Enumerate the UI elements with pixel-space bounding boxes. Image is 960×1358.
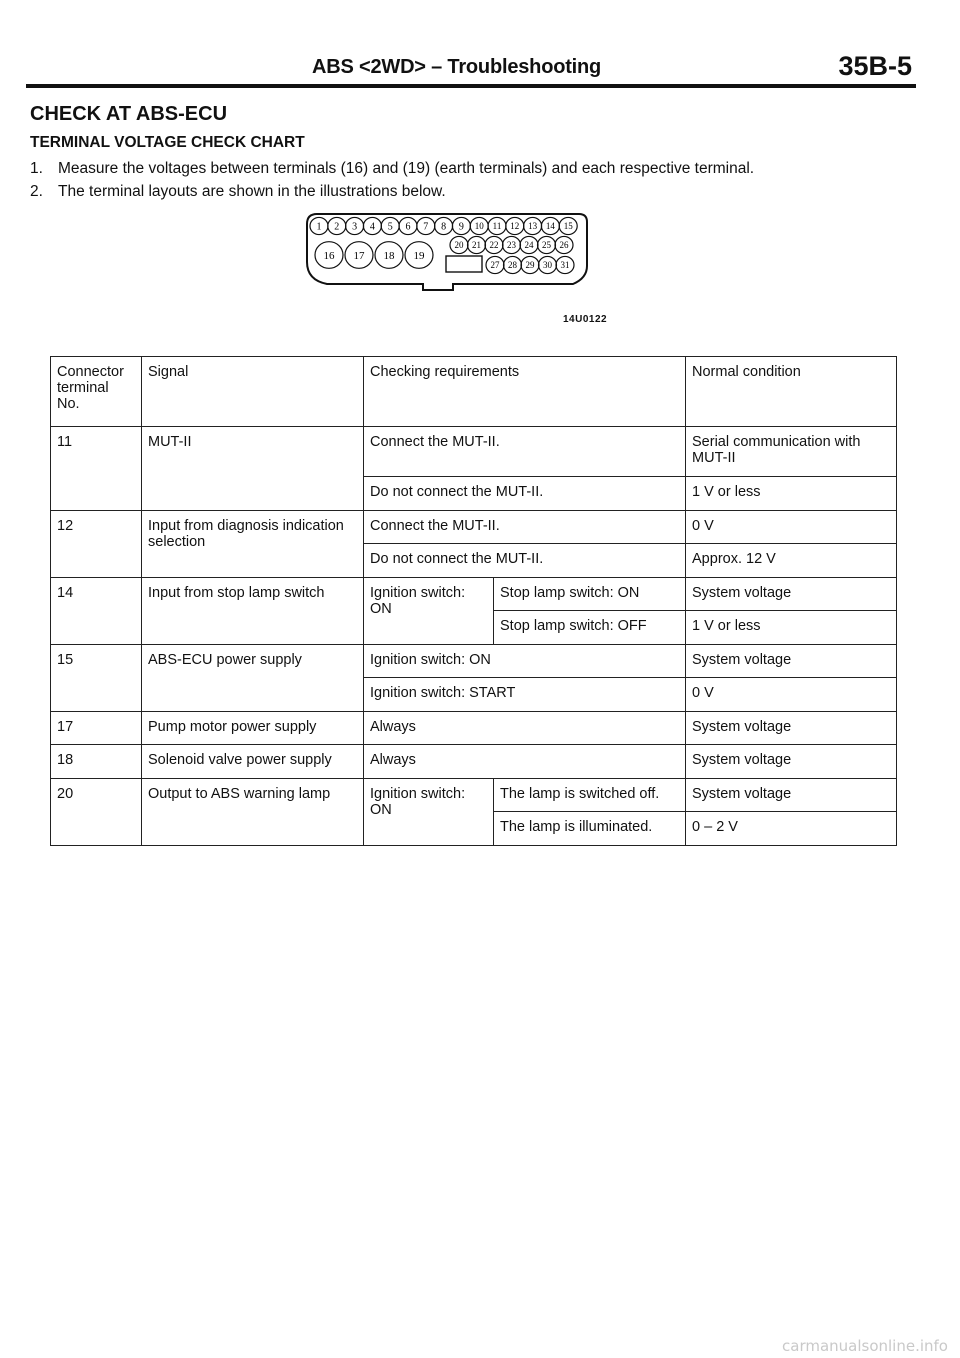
- connector-blank-cavity: [446, 256, 482, 272]
- cell-normal: System voltage: [686, 745, 897, 779]
- terminal-label: 24: [524, 240, 534, 251]
- header-title: ABS <2WD> – Troubleshooting: [312, 56, 602, 78]
- terminal-label: 31: [560, 260, 570, 271]
- table-row: [51, 779, 897, 812]
- cell-normal: 0 – 2 V: [686, 812, 897, 846]
- cell-terminal: 12: [51, 511, 142, 578]
- header-requirements: Checking requirements: [364, 357, 686, 427]
- terminal-label: 3: [352, 221, 358, 233]
- instruction-item: [30, 183, 920, 206]
- terminal-label: 22: [489, 240, 499, 251]
- instruction-text: Measure the voltages between terminals (16) and (19) (earth terminals) and each respective terminal.: [58, 160, 755, 177]
- terminal-label: 29: [525, 260, 535, 271]
- cell-normal: 1 V or less: [686, 611, 897, 645]
- instructions-list: [30, 160, 920, 206]
- terminal-label: 8: [441, 221, 447, 233]
- table-row: [51, 745, 897, 779]
- terminal-label: 9: [458, 221, 464, 233]
- instruction-item: [30, 160, 920, 183]
- terminal-label: 15: [563, 221, 573, 232]
- terminal-label: 25: [542, 240, 551, 251]
- cell-condition: Ignition switch: ON: [364, 578, 494, 645]
- table-row: [51, 427, 897, 477]
- cell-requirement: Connect the MUT-II.: [364, 511, 686, 544]
- terminal-label: 11: [492, 221, 502, 232]
- footer-watermark: carmanualsonline.info: [782, 1337, 948, 1355]
- cell-normal: System voltage: [686, 645, 897, 678]
- cell-signal: Solenoid valve power supply: [142, 745, 364, 779]
- cell-requirement: The lamp is illuminated.: [494, 812, 686, 846]
- page-header: [26, 52, 916, 88]
- cell-requirement: Connect the MUT-II.: [364, 427, 686, 477]
- cell-requirement: Do not connect the MUT-II.: [364, 477, 686, 511]
- terminal-label: 2: [334, 221, 340, 233]
- terminal-label: 12: [510, 221, 520, 232]
- terminal-label: 27: [490, 260, 500, 271]
- terminal-label: 26: [559, 240, 569, 251]
- cell-signal: MUT-II: [142, 427, 364, 511]
- instruction-text: The terminal layouts are shown in the illustrations below.: [58, 183, 446, 200]
- table-row: [51, 645, 897, 678]
- cell-terminal: 20: [51, 779, 142, 846]
- cell-requirement: Always: [364, 712, 686, 745]
- cell-requirement: The lamp is switched off.: [494, 779, 686, 812]
- terminal-label: 13: [528, 221, 538, 232]
- cell-terminal: 11: [51, 427, 142, 511]
- terminal-label: 23: [507, 240, 516, 251]
- header-normal: Normal condition: [686, 357, 897, 427]
- table-header-row: [51, 357, 897, 427]
- table-row: [51, 712, 897, 745]
- cell-requirement: Always: [364, 745, 686, 779]
- cell-normal: System voltage: [686, 712, 897, 745]
- terminal-label: 14: [545, 221, 555, 232]
- figure-code: 14U0122: [563, 314, 608, 325]
- cell-normal: 0 V: [686, 511, 897, 544]
- cell-normal: System voltage: [686, 779, 897, 812]
- cell-requirement: Ignition switch: ON: [364, 645, 686, 678]
- cell-terminal: 18: [51, 745, 142, 779]
- connector-terminal-diagram: [303, 210, 593, 294]
- cell-normal: System voltage: [686, 578, 897, 611]
- terminal-label: 17: [353, 249, 365, 262]
- terminal-label: 21: [472, 240, 481, 251]
- cell-signal: Pump motor power supply: [142, 712, 364, 745]
- section-title: CHECK AT ABS-ECU: [30, 103, 228, 125]
- cell-requirement: Stop lamp switch: OFF: [494, 611, 686, 645]
- instruction-number: 1.: [30, 160, 43, 177]
- chart-title: TERMINAL VOLTAGE CHECK CHART: [30, 134, 305, 151]
- page-number: 35B-5: [838, 51, 912, 81]
- terminal-label: 16: [323, 249, 335, 262]
- cell-normal: Approx. 12 V: [686, 544, 897, 578]
- cell-normal: 0 V: [686, 678, 897, 712]
- header-signal: Signal: [142, 357, 364, 427]
- cell-signal: Output to ABS warning lamp: [142, 779, 364, 846]
- terminal-label: 1: [316, 221, 322, 233]
- terminal-label: 28: [508, 260, 517, 271]
- cell-terminal: 17: [51, 712, 142, 745]
- terminal-label: 5: [387, 221, 393, 233]
- table-row: [51, 578, 897, 611]
- header-terminal: Connector terminal No.: [51, 357, 142, 427]
- terminal-voltage-table: [50, 356, 897, 846]
- cell-requirement: Stop lamp switch: ON: [494, 578, 686, 611]
- terminal-label: 18: [383, 249, 395, 262]
- terminal-label: 30: [543, 260, 552, 271]
- terminal-label: 4: [369, 221, 375, 233]
- terminal-label: 6: [405, 221, 411, 233]
- table-row: [51, 511, 897, 544]
- cell-signal: Input from diagnosis indication selection: [142, 511, 364, 578]
- instruction-number: 2.: [30, 183, 43, 200]
- cell-signal: Input from stop lamp switch: [142, 578, 364, 645]
- cell-terminal: 14: [51, 578, 142, 645]
- cell-condition: Ignition switch: ON: [364, 779, 494, 846]
- cell-requirement: Ignition switch: START: [364, 678, 686, 712]
- terminal-label: 20: [454, 240, 464, 251]
- cell-signal: ABS-ECU power supply: [142, 645, 364, 712]
- terminal-label: 19: [413, 249, 425, 262]
- terminal-label: 7: [423, 221, 429, 233]
- cell-terminal: 15: [51, 645, 142, 712]
- cell-normal: 1 V or less: [686, 477, 897, 511]
- cell-requirement: Do not connect the MUT-II.: [364, 544, 686, 578]
- terminal-label: 10: [474, 221, 484, 232]
- cell-normal: Serial communication with MUT-II: [686, 427, 897, 477]
